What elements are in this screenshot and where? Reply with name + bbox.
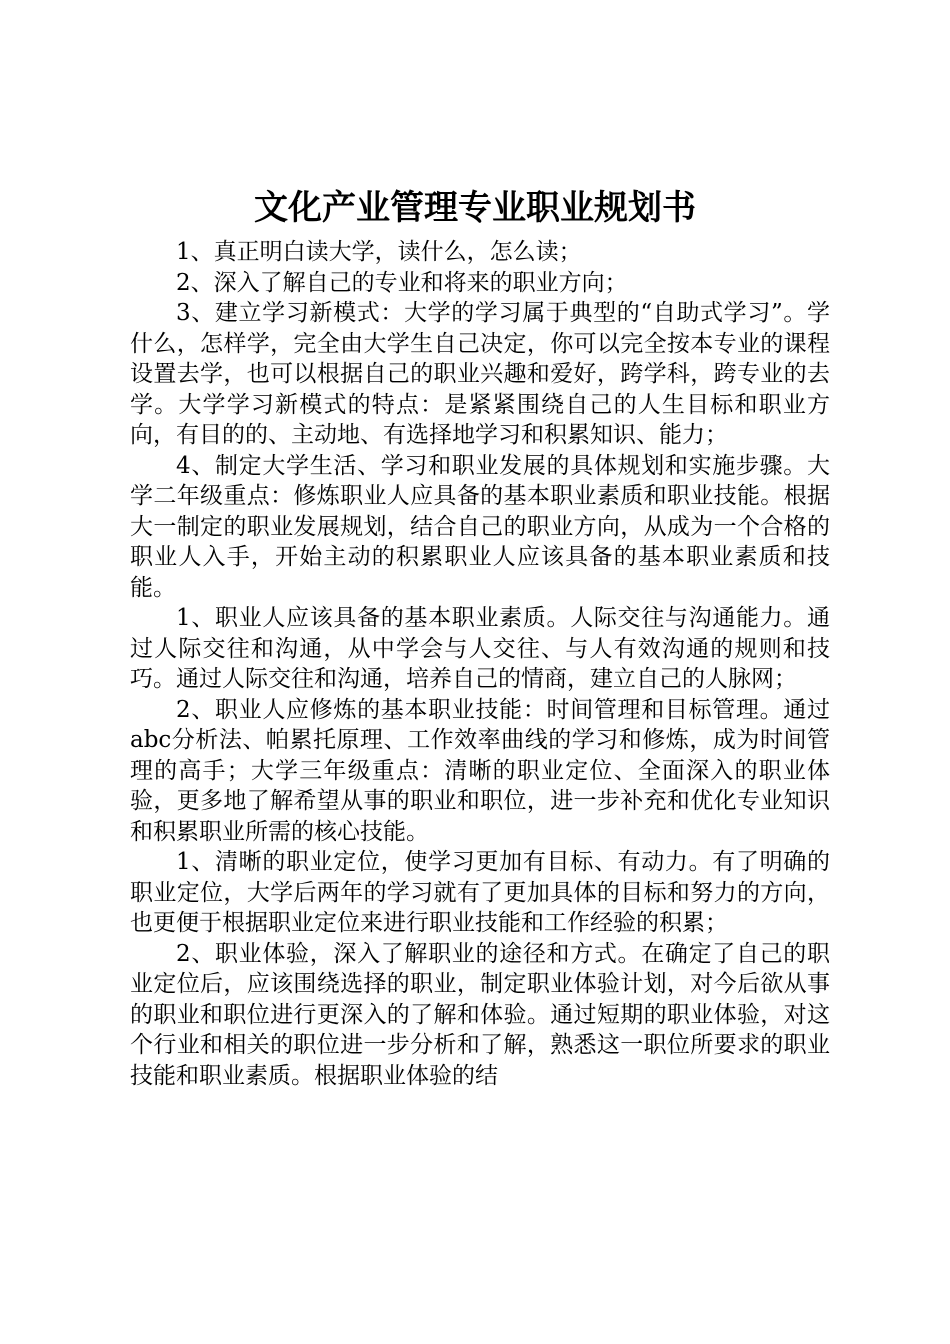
paragraph: 1、职业人应该具备的基本职业素质。人际交往与沟通能力。通过人际交往和沟通，从中学会与人交往、与人有效沟通的规则和技巧。通过人际交往和沟通，培养自己的情商，建立自己的人脉网； [130, 605, 830, 692]
paragraph: 2、职业人应修炼的基本职业技能：时间管理和目标管理。通过abc分析法、帕累托原理、工作效率曲线的学习和修炼，成为时间管理的高手；大学三年级重点：清晰的职业定位、全面深入的职业体验，更多地了解希望从事的职业和职位，进一步补充和优化专业知识和积累职业所需的核心技能。 [130, 696, 830, 845]
paragraph: 4、制定大学生活、学习和职业发展的具体规划和实施步骤。大学二年级重点：修炼职业人应具备的基本职业素质和职业技能。根据大一制定的职业发展规划，结合自己的职业方向，从成为一个合格的职业人入手，开始主动的积累职业人应该具备的基本职业素质和技能。 [130, 452, 830, 601]
paragraph: 1、清晰的职业定位，使学习更加有目标、有动力。有了明确的职业定位，大学后两年的学习就有了更加具体的目标和努力的方向，也更便于根据职业定位来进行职业技能和工作经验的积累； [130, 849, 830, 936]
paragraph: 1、真正明白读大学，读什么，怎么读； [176, 239, 582, 265]
document-title: 文化产业管理专业职业规划书 [254, 188, 696, 228]
document-body [130, 237, 830, 1091]
paragraph: 3、建立学习新模式：大学的学习属于典型的“自助式学习”。学什么，怎样学，完全由大学生自己决定，你可以完全按本专业的课程设置去学，也可以根据自己的职业兴趣和爱好，跨学科，跨专业的去学。大学学习新模式的特点：是紧紧围绕自己的人生目标和职业方向，有目的的、主动地、有选择地学习和积累知识、能力； [130, 300, 830, 448]
paragraph: 2、深入了解自己的专业和将来的职业方向； [176, 269, 628, 296]
paragraph: 2、职业体验，深入了解职业的途径和方式。在确定了自己的职业定位后，应该围绕选择的职业，制定职业体验计划，对今后欲从事的职业和职位进行更深入的了解和体验。通过短期的职业体验，对这个行业和相关的职位进一步分析和了解，熟悉这一职位所要求的职业技能和职业素质。根据职业体验的结 [130, 940, 830, 1089]
